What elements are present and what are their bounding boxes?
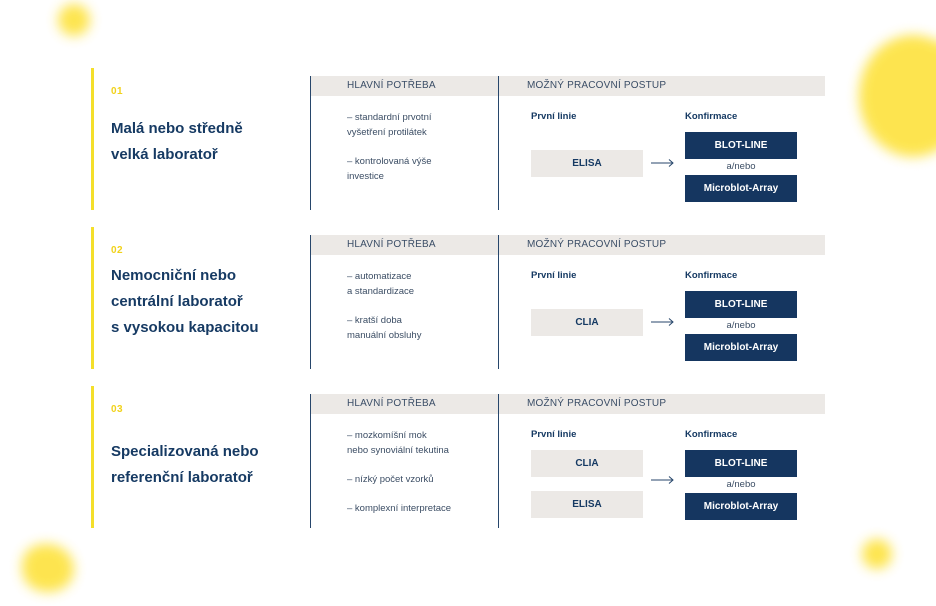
confirm-box: BLOT-LINE — [685, 450, 797, 477]
needs-list — [347, 110, 492, 198]
need-item: – kontrolovaná výše investice — [347, 156, 432, 182]
need-item: – komplexní interpretace — [347, 503, 452, 514]
need-header-label: HLAVNÍ POTŘEBA — [347, 239, 436, 250]
procedure-header-label: MOŽNÝ PRACOVNÍ POSTUP — [527, 398, 667, 409]
need-header-label: HLAVNÍ POTŘEBA — [347, 398, 436, 409]
procedure-header — [498, 76, 825, 96]
row-title: Malá nebo středně velká laboratoř — [111, 120, 243, 163]
column-divider — [498, 76, 499, 210]
need-item: – automatizace a standardizace — [347, 271, 415, 297]
confirm-label: Konfirmace — [685, 111, 738, 122]
row-title: Nemocniční nebo centrální laboratoř s vysokou kapacitou — [111, 267, 259, 336]
first-line-label: První linie — [531, 270, 577, 281]
lab-row-small — [0, 68, 936, 210]
confirm-label: Konfirmace — [685, 270, 738, 281]
arrow-right-icon — [651, 475, 675, 485]
or-text: a/nebo — [726, 479, 756, 490]
procedure-header — [498, 394, 825, 414]
accent-bar — [91, 227, 94, 369]
confirm-box: Microblot-Array — [685, 175, 797, 202]
or-text: a/nebo — [726, 161, 756, 172]
column-divider — [498, 394, 499, 528]
column-divider — [310, 394, 311, 528]
column-divider — [310, 235, 311, 369]
arrow-right-icon — [651, 158, 675, 168]
confirm-box: Microblot-Array — [685, 493, 797, 520]
confirm-box: BLOT-LINE — [685, 291, 797, 318]
decorative-blob — [58, 4, 90, 36]
lab-row-hospital — [0, 227, 936, 369]
need-header — [311, 76, 498, 96]
accent-bar — [91, 68, 94, 210]
first-line-label: První linie — [531, 111, 577, 122]
need-item: – kratší doba manuální obsluhy — [347, 315, 422, 341]
confirm-box: Microblot-Array — [685, 334, 797, 361]
need-item: – standardní prvotní vyšetření protilátek — [347, 112, 432, 138]
row-number: 01 — [111, 86, 124, 97]
decorative-blob — [862, 539, 892, 569]
column-divider — [498, 235, 499, 369]
or-text: a/nebo — [726, 320, 756, 331]
procedure-header — [498, 235, 825, 255]
lab-row-specialized — [0, 386, 936, 528]
need-header-label: HLAVNÍ POTŘEBA — [347, 80, 436, 91]
need-item: – mozkomíšní mok nebo synoviální tekutina — [347, 430, 449, 456]
first-line-label: První linie — [531, 429, 577, 440]
first-line-box: ELISA — [531, 491, 643, 518]
row-title: Specializovaná nebo referenční laboratoř — [111, 443, 259, 486]
need-item: – nízký počet vzorků — [347, 474, 434, 485]
needs-list — [347, 428, 492, 530]
first-line-box: CLIA — [531, 309, 643, 336]
procedure-header-label: MOŽNÝ PRACOVNÍ POSTUP — [527, 239, 667, 250]
confirm-label: Konfirmace — [685, 429, 738, 440]
row-number: 03 — [111, 404, 124, 415]
need-header — [311, 394, 498, 414]
first-line-box: CLIA — [531, 450, 643, 477]
decorative-blob — [22, 544, 74, 592]
arrow-right-icon — [651, 317, 675, 327]
row-number: 02 — [111, 245, 124, 256]
confirm-box: BLOT-LINE — [685, 132, 797, 159]
first-line-box: ELISA — [531, 150, 643, 177]
accent-bar — [91, 386, 94, 528]
need-header — [311, 235, 498, 255]
needs-list — [347, 269, 492, 357]
column-divider — [310, 76, 311, 210]
procedure-header-label: MOŽNÝ PRACOVNÍ POSTUP — [527, 80, 667, 91]
